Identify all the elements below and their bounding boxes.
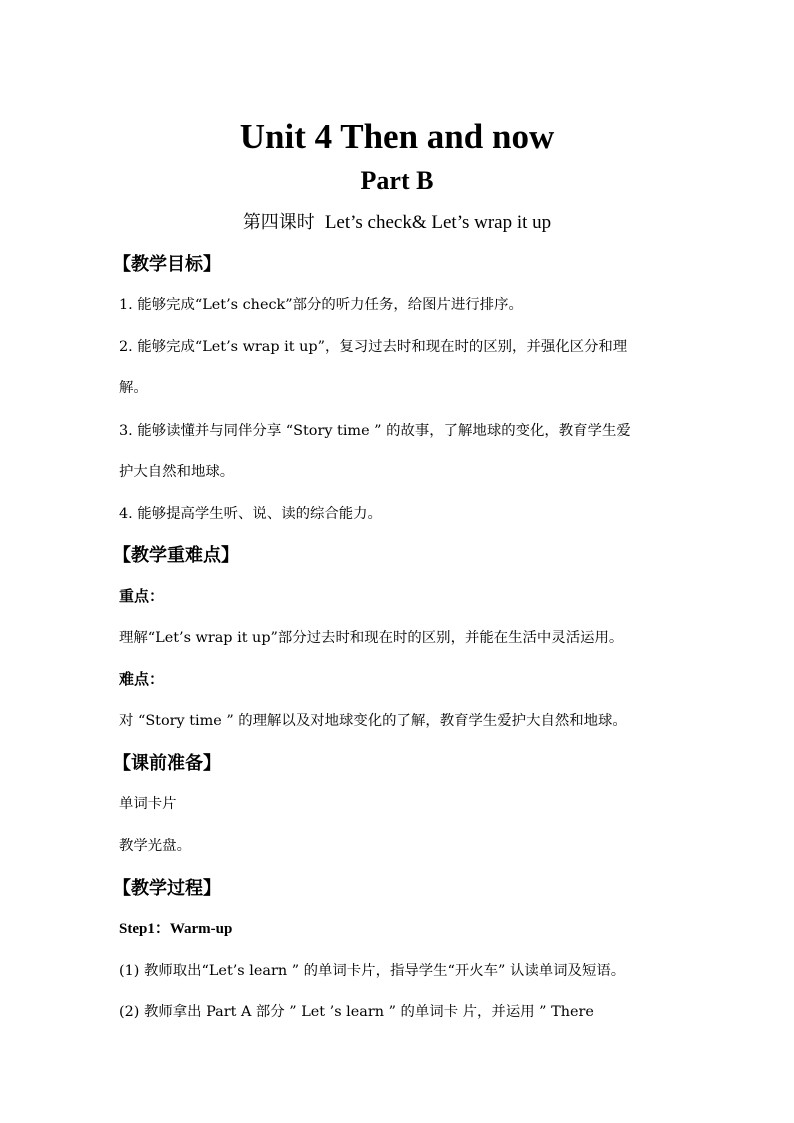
key-point-label: 重点： — [119, 587, 165, 605]
process-item-1: (1) 教师取出“Let’s learn ” 的单词卡片，指导学生“开火车” 认读单词及短语。 — [119, 963, 626, 979]
lesson-title — [0, 209, 794, 237]
objective-line-4: 4. 能够提高学生听、说、读的综合能力。 — [119, 506, 382, 522]
difficult-point-label: 难点： — [119, 670, 165, 688]
document-subtitle: Part B — [360, 166, 434, 195]
lesson-name: Let’s check& Let’s wrap it up — [324, 212, 552, 233]
process-item-2: (2) 教师拿出 Part A 部分 ” Let ’s learn ” 的单词卡 片，并运用 ” There — [119, 1004, 594, 1020]
process-heading: 【教学过程】 — [113, 878, 221, 899]
key-point-text: 理解“Let’s wrap it up”部分过去时和现在时的区别，并能在生活中灵活运用。 — [119, 630, 624, 646]
preparation-item-2: 教学光盘。 — [119, 838, 191, 854]
preparation-heading: 【课前准备】 — [113, 753, 221, 774]
objective-line-3: 3. 能够读懂并与同伴分享 “Story time ” 的故事，了解地球的变化，教育学生爱 — [119, 423, 631, 439]
objective-line-3-cont: 护大自然和地球。 — [119, 464, 235, 480]
objectives-heading: 【教学目标】 — [113, 254, 221, 275]
document-title: Unit 4 Then and now — [239, 117, 555, 156]
objective-line-1: 1. 能够完成“Let’s check”部分的听力任务，给图片进行排序。 — [119, 297, 523, 313]
step1-label: Step1：Warm-up — [119, 921, 233, 937]
key-points-heading: 【教学重难点】 — [113, 545, 239, 566]
objective-line-2: 2. 能够完成“Let’s wrap it up”，复习过去时和现在时的区别，并强化区分和理 — [119, 339, 628, 355]
difficult-point-text: 对 “Story time ” 的理解以及对地球变化的了解，教育学生爱护大自然和地球。 — [119, 713, 627, 729]
preparation-item-1: 单词卡片 — [119, 796, 177, 812]
lesson-period: 第四课时 — [242, 212, 315, 233]
objective-line-2-cont: 解。 — [119, 380, 148, 396]
